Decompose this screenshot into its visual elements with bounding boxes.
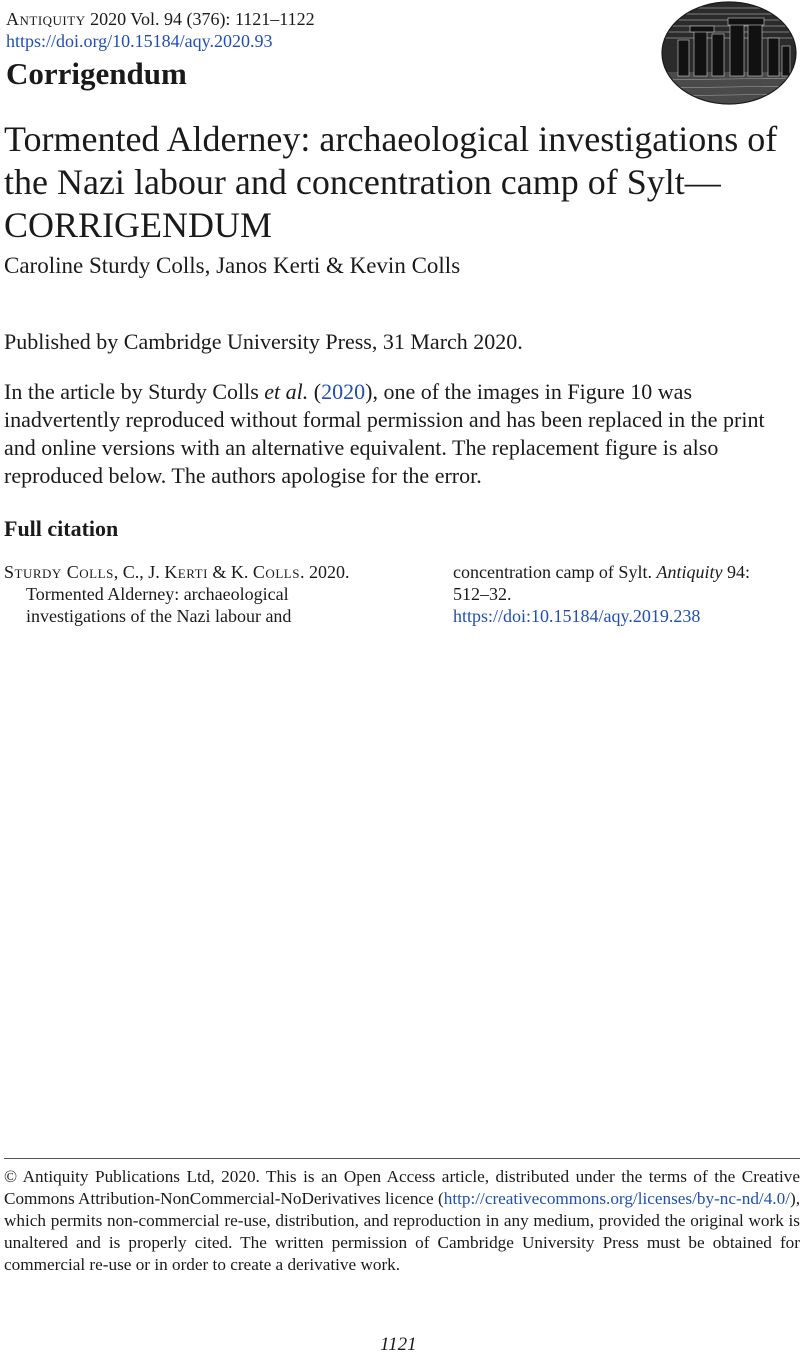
title-line: the Nazi labour and concentration camp of Sylt—: [4, 162, 721, 202]
body-text: In the article by Sturdy Colls: [4, 379, 265, 404]
volume-info: 2020 Vol. 94 (376): 1121–1122: [90, 9, 315, 29]
article-title: [4, 118, 800, 247]
journal-name: Antiquity: [6, 9, 86, 29]
authors: Caroline Sturdy Colls, Janos Kerti & Kevin Colls: [4, 253, 461, 278]
body-paragraph: [4, 378, 800, 490]
license-text: ), which permits non-commercial re-use, distribution, and reproduction in any medium, provided the original work is unaltered and is properly cited. The written permission of Cambridge University Press must be obtained for commercial re-use or in order to create a derivative work.: [4, 1189, 800, 1274]
section-label: Corrigendum: [6, 56, 187, 91]
body-text: (: [308, 379, 322, 404]
stonehenge-engraving-icon: [660, 0, 798, 106]
citation-text: 94:: [722, 562, 750, 582]
title-line: CORRIGENDUM: [4, 205, 273, 245]
license-text: © Antiquity Publications Ltd, 2020. This is an Open Access article, distributed under the terms of the Creative Commons Attribution-NonCommercial-NoDerivatives licence (: [4, 1167, 800, 1208]
citation-author: Colls: [252, 562, 300, 582]
doi-link[interactable]: https://doi.org/10.15184/aqy.2020.93: [6, 31, 273, 51]
year-reference-link[interactable]: 2020: [321, 379, 366, 404]
citation-line: [4, 561, 384, 583]
citation-doi-link[interactable]: https://doi:10.15184/aqy.2019.238: [453, 606, 701, 626]
citation-line: Tormented Alderney: archaeological: [26, 584, 289, 604]
body-etal: et al.: [264, 379, 309, 404]
title-line: Tormented Alderney: archaeological investigations of: [4, 119, 778, 159]
footer-divider: [4, 1158, 800, 1159]
citation-journal: Antiquity: [656, 562, 723, 582]
journal-header: [6, 8, 315, 30]
citation-author: Sturdy Colls: [4, 562, 114, 582]
citation-text: , C., J.: [113, 562, 165, 582]
citation-text: concentration camp of Sylt.: [453, 562, 657, 582]
page-number: 1121: [380, 1334, 417, 1355]
citation-left-column: [4, 561, 384, 627]
full-citation-heading: Full citation: [4, 516, 119, 541]
citation-text: . 2020.: [299, 562, 350, 582]
citation-pages: 512–32.: [453, 584, 512, 604]
citation-text: & K.: [207, 562, 253, 582]
license-link[interactable]: http://creativecommons.org/licenses/by-nc-nd/4.0/: [443, 1189, 790, 1208]
citation-right-column: [453, 561, 793, 627]
license-notice: [4, 1166, 800, 1276]
publication-note: Published by Cambridge University Press, 31 March 2020.: [4, 329, 523, 354]
citation-line: [453, 561, 793, 583]
citation-line: investigations of the Nazi labour and: [26, 606, 292, 626]
citation-author: Kerti: [164, 562, 208, 582]
body-text: ), one of the images in Figure 10 was inadvertently reproduced without formal permission and has been replaced in the print and online versions with an alternative equivalent. The replacement figure is also reproduced below. The authors apologise for the error.: [4, 379, 765, 488]
